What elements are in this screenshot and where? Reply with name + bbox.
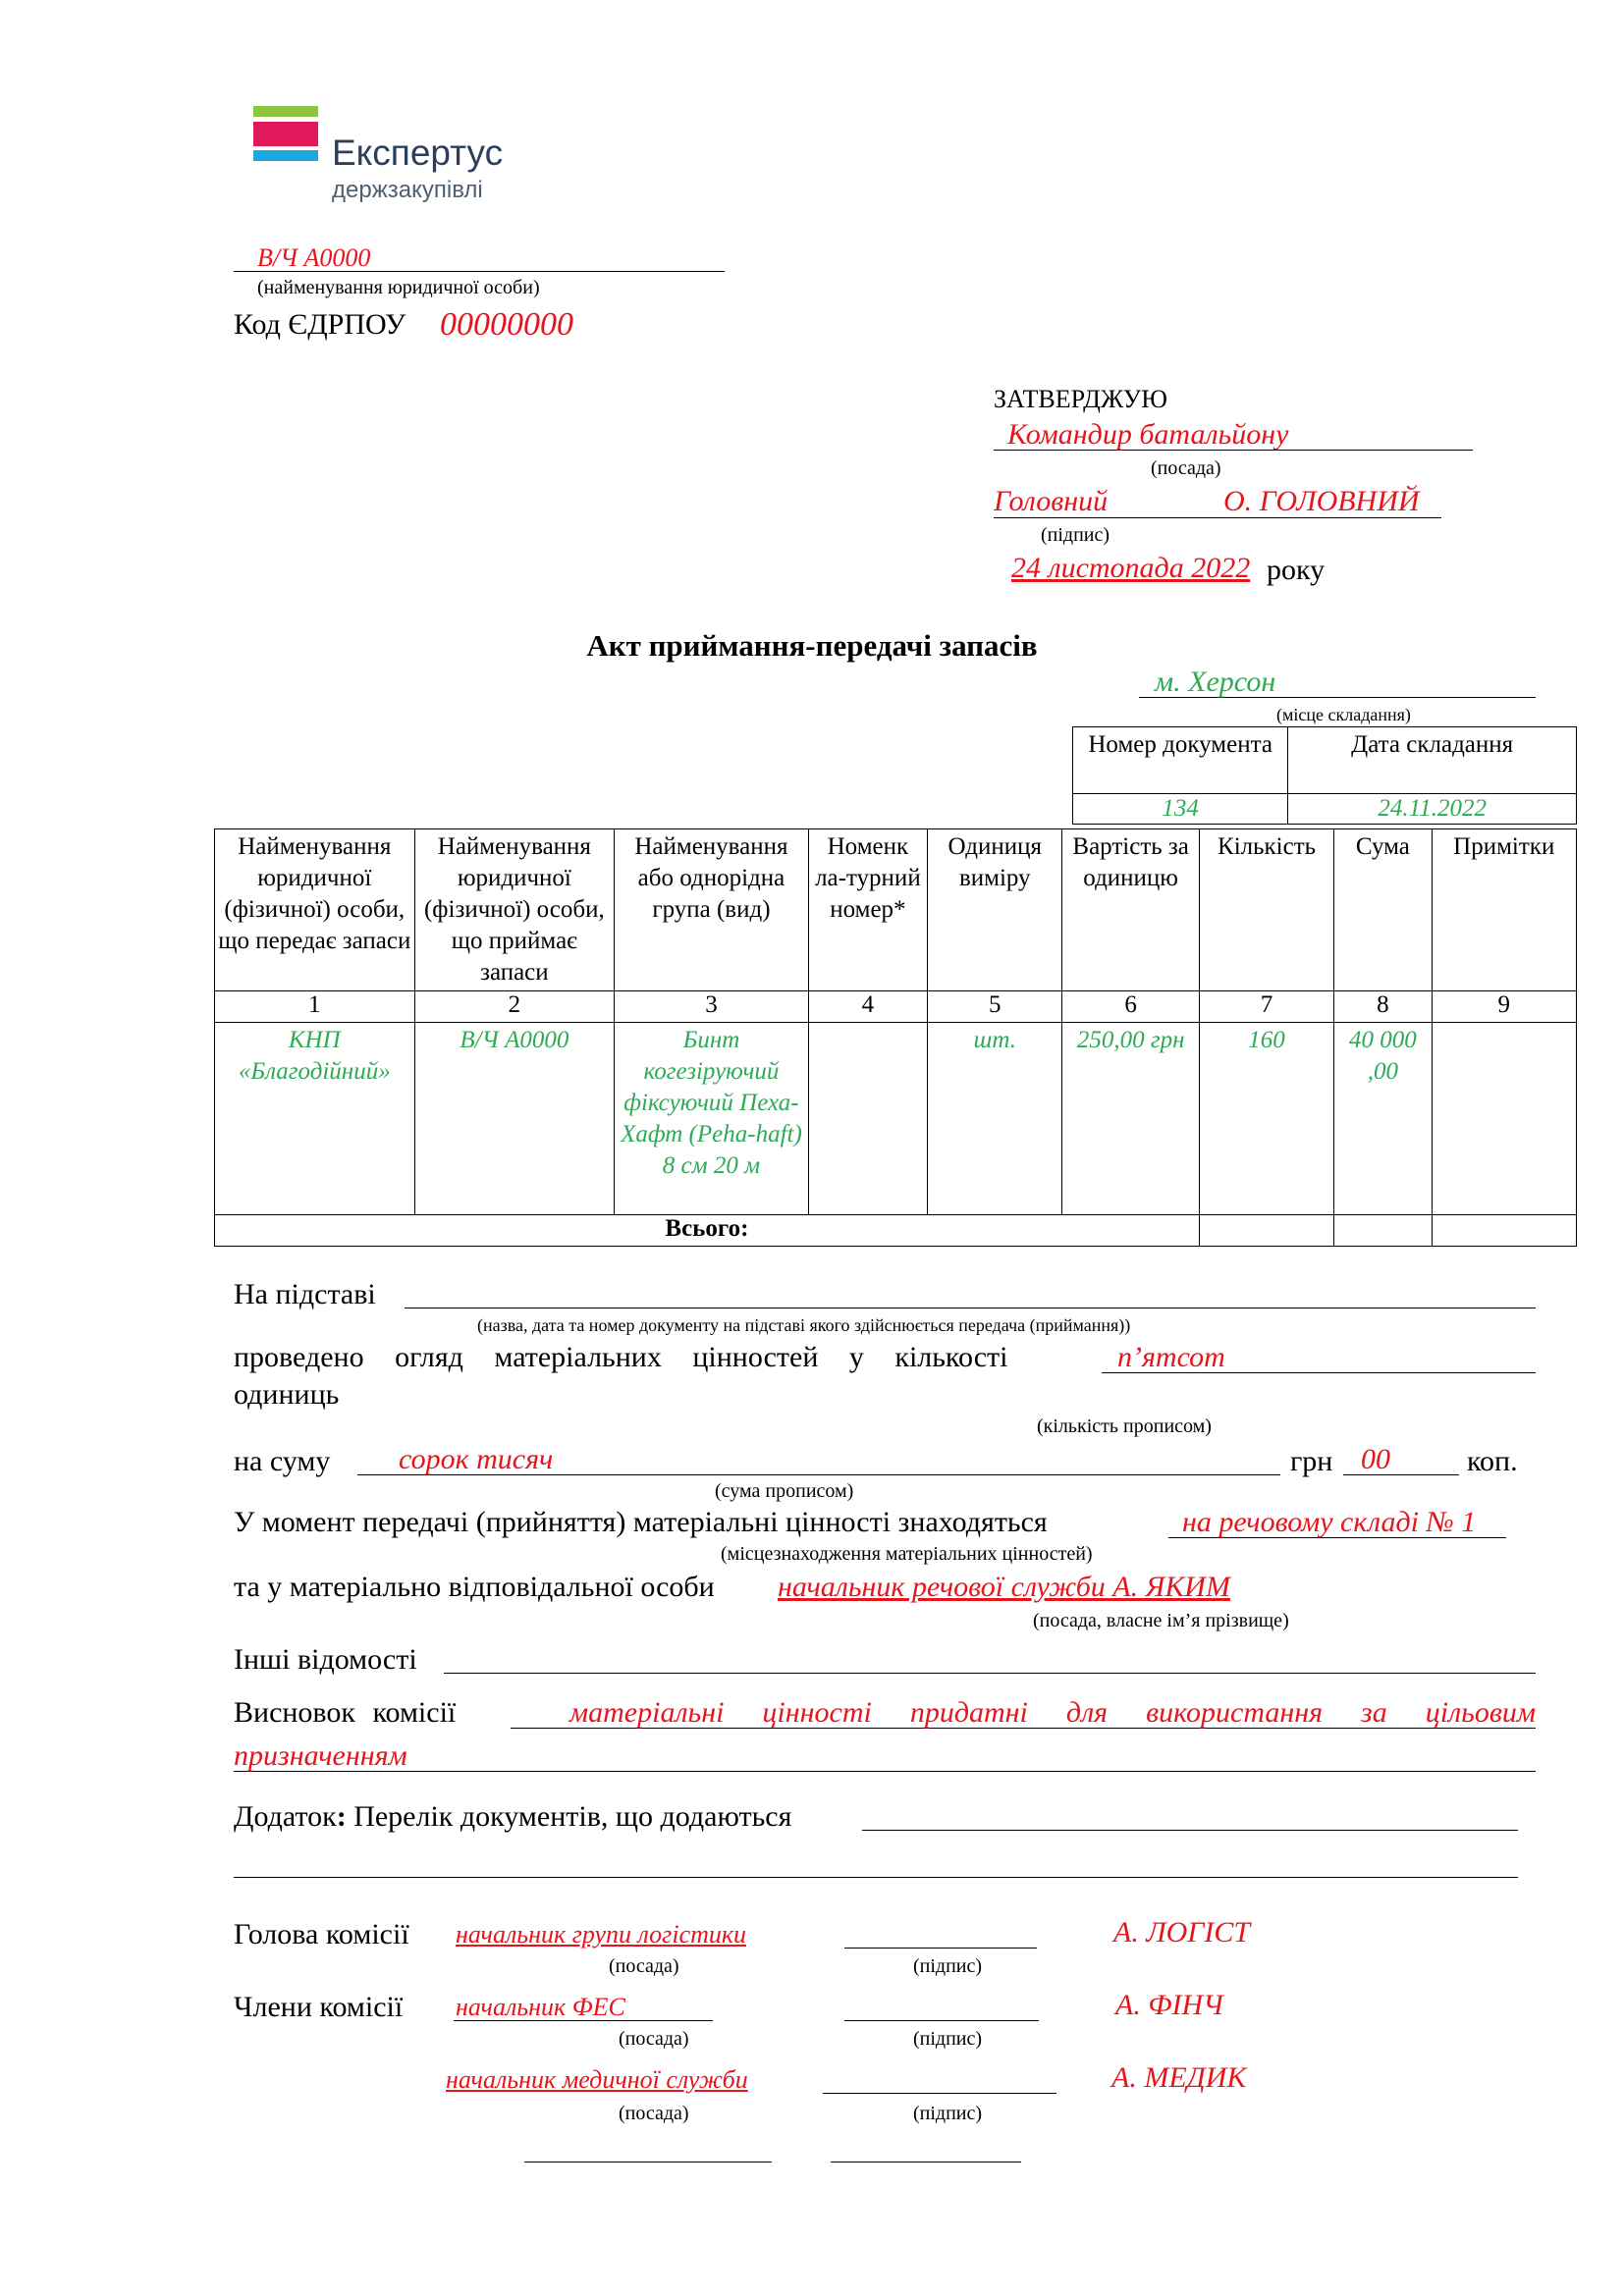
member-1-signature-caption: (підпис) [913, 2028, 983, 2050]
mol-caption: (посада, власне ім’я прізвище) [1033, 1610, 1289, 1631]
total-sum [1334, 1215, 1432, 1247]
edrpou-value: 00000000 [440, 306, 573, 343]
row-nomen [808, 1023, 927, 1215]
mol-text: та у матеріально відповідальної особи [234, 1571, 715, 1603]
member-2-name: А. МЕДИК [1111, 2061, 1247, 2094]
total-note [1432, 1215, 1576, 1247]
kop-value: 00 [1361, 1443, 1390, 1475]
row-sum: 40 000 ,00 [1334, 1023, 1432, 1215]
total-label: Всього: [215, 1215, 1200, 1247]
approve-signer: О. ГОЛОВНИЙ [1223, 485, 1420, 517]
member-1-signature-line [844, 2020, 1039, 2021]
header-nomen: Номенк ла-турний номер* [808, 829, 927, 991]
row-price: 250,00 грн [1062, 1023, 1199, 1215]
conclusion-text: матеріальні цінності придатні для використання за цільовим [569, 1696, 1536, 1729]
table-row [215, 1023, 1577, 1215]
total-qty [1199, 1215, 1333, 1247]
approve-position-caption: (посада) [1151, 457, 1221, 479]
other-line [444, 1673, 1536, 1674]
approve-signature-caption: (підпис) [1041, 524, 1110, 546]
head-position-caption: (посада) [609, 1955, 679, 1977]
logo-name: Експертус [332, 133, 504, 173]
approve-signature: Головний [994, 485, 1109, 517]
head-signature-line [844, 1948, 1037, 1949]
doc-number: 134 [1073, 794, 1288, 825]
org-name: В/Ч А0000 [257, 243, 371, 272]
row-unit: шт. [928, 1023, 1062, 1215]
col-num-1: 1 [215, 991, 415, 1023]
head-signature-caption: (підпис) [913, 1955, 983, 1977]
doc-number-table [1072, 726, 1577, 825]
approve-title: ЗАТВЕРДЖУЮ [994, 385, 1167, 413]
location-text: У момент передачі (прийняття) матеріальні цінності знаходяться [234, 1506, 1048, 1538]
approve-position: Командир батальйону [1007, 418, 1289, 451]
kop-label: коп. [1467, 1445, 1518, 1477]
attachment-line-2 [234, 1877, 1518, 1878]
header-to: Найменування юридичної (фізичної) особи, що приймає запаси [414, 829, 615, 991]
row-from: КНП «Благодійний» [215, 1023, 415, 1215]
total-row [215, 1215, 1577, 1247]
col-num-3: 3 [615, 991, 809, 1023]
logo-bar-green [253, 106, 318, 117]
member-2-position: начальник медичної служби [446, 2065, 748, 2094]
header-unit: Одиниця виміру [928, 829, 1062, 991]
extra-signature-line [831, 2162, 1021, 2163]
other-label: Інші відомості [234, 1643, 417, 1676]
logo-subtitle: держзакупівлі [332, 177, 483, 203]
head-name: А. ЛОГІСТ [1113, 1916, 1251, 1949]
qty-caption: (кількість прописом) [1037, 1415, 1212, 1437]
header-qty: Кількість [1199, 829, 1333, 991]
grn-label: грн [1290, 1445, 1333, 1477]
col-num-9: 9 [1432, 991, 1576, 1023]
inspected-text: проведено огляд матеріальних цінностей у кількості [234, 1341, 1008, 1373]
doc-date-header: Дата складання [1288, 727, 1577, 794]
member-1-position-caption: (посада) [619, 2028, 689, 2050]
extra-position-line [524, 2162, 772, 2163]
member-1-position: начальник ФЕС [456, 1993, 625, 2021]
row-item: Бинт когезіруючий фіксуючий Пеха-Хафт (Peha-haft) 8 см 20 м [615, 1023, 809, 1215]
row-to: В/Ч А0000 [414, 1023, 615, 1215]
col-num-8: 8 [1334, 991, 1432, 1023]
head-label: Голова комісії [234, 1918, 409, 1950]
header-note: Примітки [1432, 829, 1576, 991]
header-price: Вартість за одиницю [1062, 829, 1199, 991]
attachment-line-1 [862, 1830, 1518, 1831]
conclusion-label: Висновок комісії [234, 1696, 457, 1729]
col-num-6: 6 [1062, 991, 1199, 1023]
sum-words: сорок тисяч [399, 1443, 554, 1475]
mol: начальник речової служби А. ЯКИМ [778, 1571, 1230, 1603]
header-from: Найменування юридичної (фізичної) особи, що передає запаси [215, 829, 415, 991]
approve-year-word: року [1267, 554, 1326, 586]
conclusion-line-2 [234, 1771, 1536, 1772]
member-1-name: А. ФІНЧ [1115, 1989, 1223, 2021]
member-2-position-caption: (посада) [619, 2103, 689, 2124]
doc-date: 24.11.2022 [1288, 794, 1577, 825]
col-num-2: 2 [414, 991, 615, 1023]
document-title: Акт приймання-передачі запасів [586, 628, 1038, 663]
approve-date: 24 листопада 2022 [1011, 552, 1251, 584]
units-word: одиниць [234, 1378, 340, 1411]
conclusion-text-2: призначенням [234, 1739, 407, 1772]
header-sum: Сума [1334, 829, 1432, 991]
location: на речовому складі № 1 [1182, 1506, 1477, 1538]
header-item: Найменування або однорідна група (вид) [615, 829, 809, 991]
logo-bar-pink [253, 122, 318, 146]
sum-label: на суму [234, 1445, 331, 1477]
row-note [1432, 1023, 1576, 1215]
member-2-signature-line [823, 2093, 1056, 2094]
logo-bar-blue [253, 150, 318, 161]
sum-caption: (сума прописом) [715, 1480, 854, 1502]
org-name-caption: (найменування юридичної особи) [257, 277, 540, 298]
basis-caption: (назва, дата та номер документу на підставі якого здійснюється передача (приймання)) [477, 1315, 1131, 1335]
attachment [234, 1800, 791, 1834]
col-num-5: 5 [928, 991, 1062, 1023]
location-caption: (місцезнаходження матеріальних цінностей) [721, 1543, 1093, 1565]
members-label: Члени комісії [234, 1991, 404, 2023]
attachment-colon: : [336, 1800, 347, 1833]
attachment-text: Перелік документів, що додаються [346, 1800, 792, 1833]
col-num-7: 7 [1199, 991, 1333, 1023]
edrpou-label: Код ЄДРПОУ [234, 308, 406, 341]
row-qty: 160 [1199, 1023, 1333, 1215]
place-caption: (місце складання) [1276, 705, 1411, 724]
head-position: начальник групи логістики [456, 1920, 747, 1949]
qty-words: п’ятсот [1117, 1341, 1225, 1373]
member-2-signature-caption: (підпис) [913, 2103, 983, 2124]
place: м. Херсон [1155, 666, 1276, 698]
col-num-4: 4 [808, 991, 927, 1023]
attachment-label: Додаток [234, 1800, 337, 1833]
items-table [214, 828, 1577, 1247]
doc-number-header: Номер документа [1073, 727, 1288, 794]
basis-label: На підставі [234, 1278, 376, 1310]
